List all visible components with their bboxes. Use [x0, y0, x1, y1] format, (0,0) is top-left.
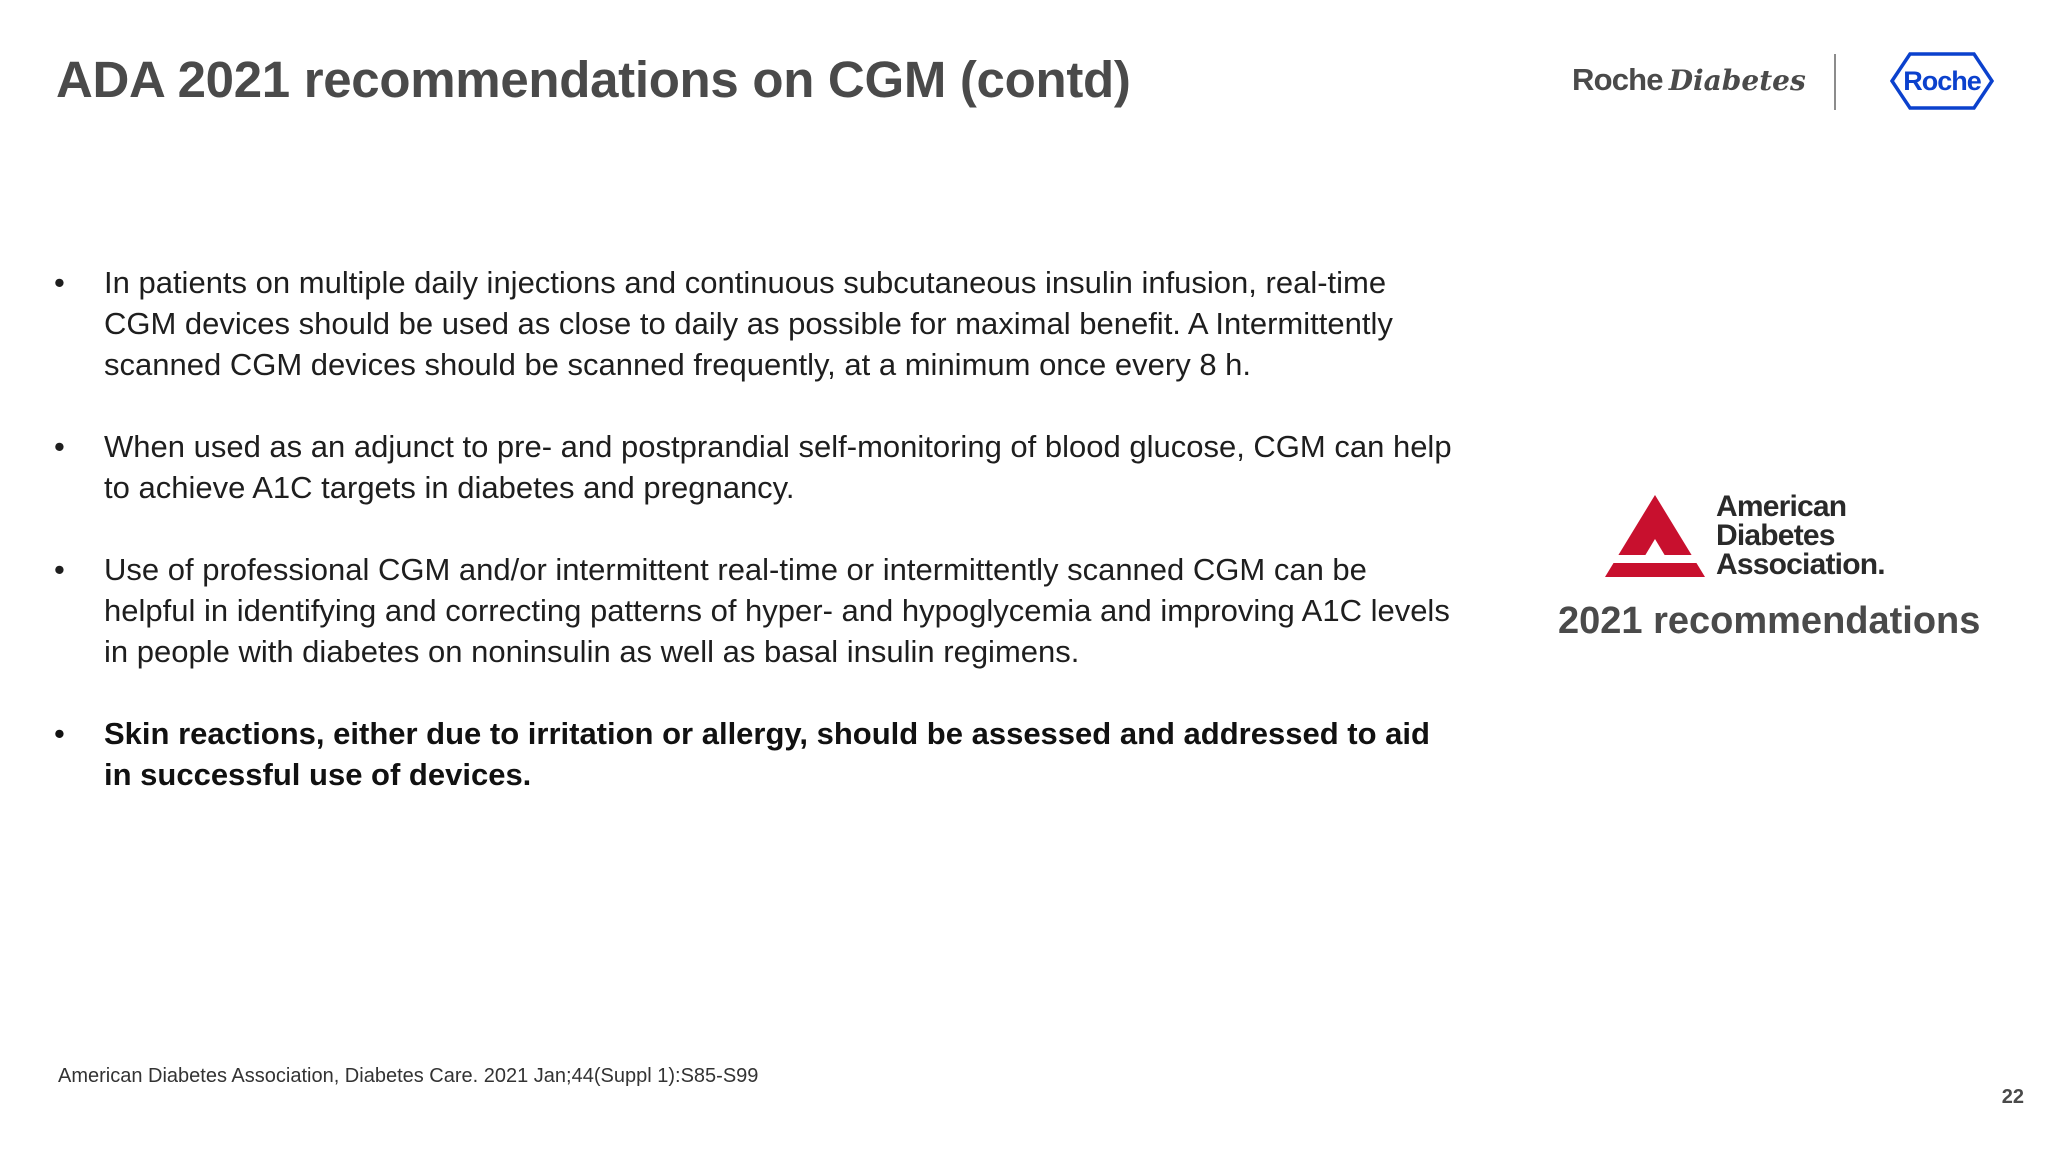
bullet-icon: •: [54, 429, 65, 464]
page-number: 22: [2001, 1086, 2024, 1108]
bullet-icon: •: [54, 265, 65, 300]
ada-logo: [1600, 490, 1920, 580]
recommendation-text: Use of professional CGM and/or intermittent real-time or intermittently scanned CGM can be helpful in identifying and correcting patterns of hyper- and hypoglycemia and improving A1C levels in people with diabetes on noninsulin as well as basal insulin regimens.: [104, 552, 1450, 669]
slide-title: ADA 2021 recommendations on CGM (contd): [56, 51, 1131, 108]
bullet-icon: •: [54, 552, 65, 587]
recommendation-item: [54, 549, 1454, 672]
ada-caption: 2021 recommendations: [1558, 600, 1981, 642]
roche-hexagon-label: Roche: [1903, 66, 1981, 96]
ada-wordmark-line: American: [1716, 490, 1847, 523]
recommendation-text: When used as an adjunct to pre- and postprandial self-monitoring of blood glucose, CGM can help to achieve A1C targets in diabetes and pregnancy.: [104, 429, 1452, 505]
recommendation-item: [54, 262, 1454, 385]
recommendation-item-emphasized: [54, 713, 1454, 795]
citation: American Diabetes Association, Diabetes Care. 2021 Jan;44(Suppl 1):S85-S99: [58, 1065, 759, 1087]
ada-wordmark-line: Diabetes: [1716, 519, 1835, 552]
ada-triangle-band: [1605, 555, 1705, 563]
roche-diabetes-logo-roche: Roche: [1572, 62, 1663, 97]
ada-wordmark: [1716, 492, 1885, 579]
recommendation-list: [54, 262, 1454, 836]
header-logos: [1560, 48, 2020, 118]
ada-wordmark-line: Association.: [1716, 548, 1885, 581]
roche-diabetes-logo: [1572, 62, 1806, 98]
ada-triangle-shape: [1605, 495, 1705, 577]
roche-diabetes-logo-diabetes: Diabetes: [1668, 64, 1806, 97]
recommendation-text: In patients on multiple daily injections and continuous subcutaneous insulin infusion, real-time CGM devices should be used as close to daily as possible for maximal benefit. A Intermittently scanned CGM devices should be scanned frequently, at a minimum once every 8 h.: [104, 265, 1393, 382]
bullet-icon: •: [54, 716, 65, 751]
ada-triangle-icon: [1605, 495, 1705, 577]
logo-divider: [1834, 54, 1836, 110]
recommendation-text: Skin reactions, either due to irritation or allergy, should be assessed and addressed to aid in successful use of devices.: [104, 716, 1430, 792]
recommendation-item: [54, 426, 1454, 508]
roche-hexagon-logo: [1890, 52, 1994, 110]
